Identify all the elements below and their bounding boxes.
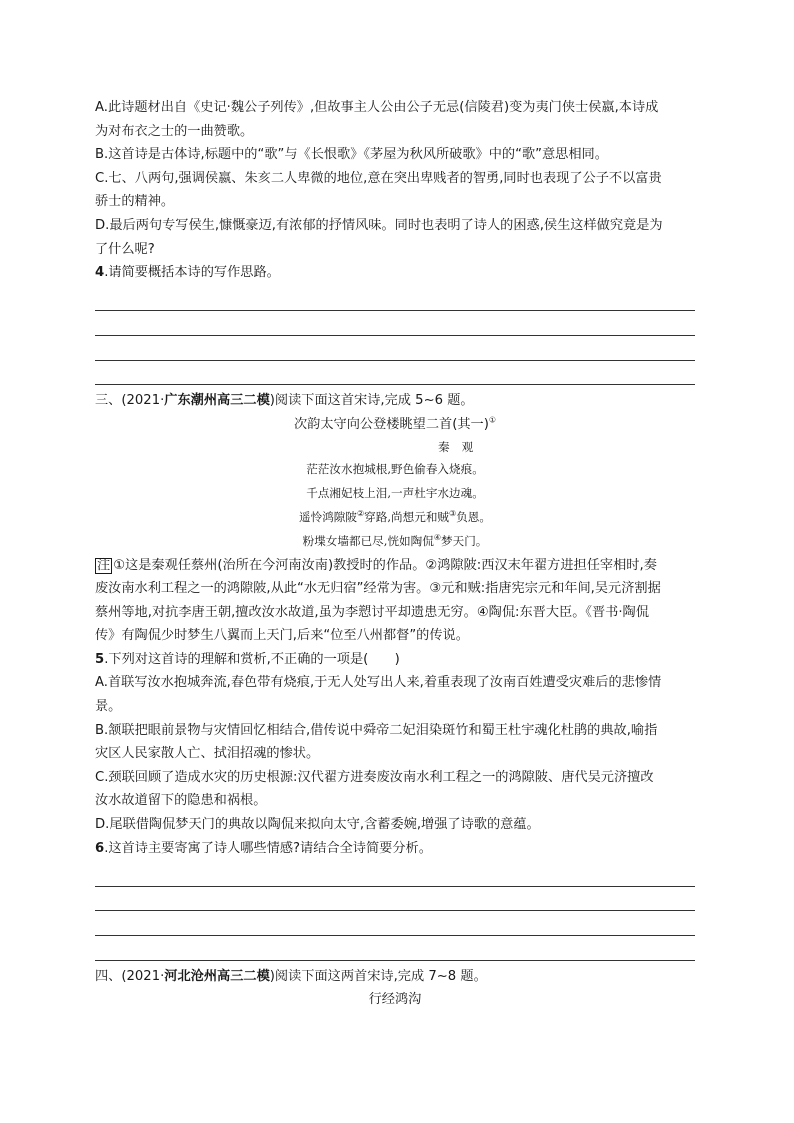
poem-notes	[95, 554, 695, 648]
q5-options	[95, 671, 695, 836]
poem-title-footnote: ①	[488, 415, 497, 425]
section-3-source: 广东潮州高三二模	[164, 393, 270, 409]
q3-option-a-line1: A.此诗题材出自《史记·魏公子列传》,但故事主人公由公子无忌(信陵君)变为夷门侠士侯嬴,本诗成	[95, 100, 659, 115]
question-6-number: 6	[95, 840, 105, 856]
q5-option-c-line2: 汝水故道留下的隐患和祸根。	[95, 793, 267, 809]
note-label: 注	[97, 557, 111, 573]
note-line-2: 废汝南水利工程之一的鸿隙陂,从此“水无归宿”经常为害。③元和贼:指唐宪宗元和年间,吴元济割据	[95, 581, 661, 597]
answer-line[interactable]	[95, 887, 695, 912]
q5-option-c-line1: C.颈联回顾了造成水灾的历史根源:汉代翟方进奏废汝南水利工程之一的鸿隙陂、唐代吴元济擅改	[95, 769, 654, 785]
q5-option-b-line1: B.颔联把眼前景物与灾情回忆相结合,借传说中舜帝二妃泪染斑竹和蜀王杜宇魂化杜鹃的典故,喻指	[95, 722, 658, 738]
question-4-text: .请简要概括本诗的写作思路。	[104, 265, 280, 281]
poem-title-text: 次韵太守向公登楼眺望二首(其一)	[293, 416, 489, 432]
note-line-4: 传》有陶侃少时梦生八翼而上天门,后来“位至八州都督”的传说。	[95, 628, 469, 644]
poem-line-1: 茫茫汝水抱城根,野色偷春入烧痕。	[306, 462, 484, 477]
q3-option-d-line2: 了什么呢?	[95, 241, 155, 257]
section-4-poem-title: 行经鸿沟	[368, 992, 422, 1008]
poem-line-4-part1: 粉堞女墙都已尽,恍如陶侃	[302, 533, 434, 548]
poem-line-4-part2: 梦天门。	[441, 533, 488, 548]
section-4-source: 河北沧州高三二模	[164, 968, 270, 984]
q3-option-c-line1: C.七、八两句,强调侯嬴、朱亥二人卑微的地位,意在突出卑贱者的智勇,同时也表现了公子不以富贵	[95, 170, 662, 186]
answer-line[interactable]	[95, 862, 695, 887]
note-line-1	[95, 554, 695, 578]
poem-line-2: 千点湘妃枝上泪,一声杜宇水边魂。	[306, 486, 484, 501]
question-4-number: 4	[95, 265, 105, 281]
answer-line[interactable]	[95, 287, 695, 312]
q3-option-c-line2: 骄士的精神。	[95, 194, 175, 210]
poem-title	[95, 413, 695, 437]
question-4	[95, 261, 695, 285]
q3-options	[95, 96, 695, 261]
note-line-3: 蔡州等地,对抗李唐王朝,擅改汝水故道,虽为李愬讨平却遗患无穷。④陶侃:东晋大臣。《晋书·陶侃	[95, 604, 649, 620]
poem-line-3	[95, 506, 695, 530]
question-6-text: .这首诗主要寄寓了诗人哪些情感?请结合全诗简要分析。	[104, 840, 432, 856]
poem-line-4	[95, 530, 695, 554]
footnote-3-marker: ③	[449, 509, 457, 519]
answer-line[interactable]	[95, 311, 695, 336]
question-6	[95, 837, 695, 861]
poem-author: 秦观	[438, 440, 486, 455]
section-4-title-prefix: 四、(2021·	[95, 968, 165, 984]
answer-area-q6[interactable]	[95, 862, 695, 960]
question-5-number: 5	[95, 651, 105, 667]
answer-line[interactable]	[95, 361, 695, 386]
q5-option-b-line2: 灾区人民家散人亡、拭泪招魂的惨状。	[95, 746, 320, 762]
answer-line[interactable]	[95, 911, 695, 936]
section-3-title-prefix: 三、(2021·	[95, 393, 165, 409]
q3-option-a-line2: 为对布衣之士的一曲赞歌。	[95, 123, 254, 139]
poem-body	[95, 458, 695, 553]
footnote-4-marker: ④	[433, 532, 441, 542]
q3-option-b: B.这首诗是古体诗,标题中的“歌”与《长恨歌》《茅屋为秋风所破歌》中的“歌”意思相同。	[95, 147, 608, 163]
footnote-2-marker: ②	[357, 509, 365, 519]
answer-area-q4[interactable]	[95, 287, 695, 385]
page-content	[95, 96, 695, 1012]
question-5	[95, 648, 695, 672]
q3-option-d-line1: D.最后两句专写侯生,慷慨豪迈,有浓郁的抒情风味。同时也表明了诗人的困惑,侯生这样做究竟是为	[95, 217, 663, 233]
section-3-title	[95, 389, 695, 413]
poem-line-3-part1: 遥怜鸿隙陂	[299, 509, 357, 524]
note-text-1: ①这是秦观任蔡州(治所在今河南汝南)教授时的作品。②鸿隙陂:西汉末年翟方进担任宰相时,奏	[113, 557, 657, 573]
poem-line-3-part2: 穿路,尚想元和贼	[364, 509, 450, 524]
section-4-title	[95, 965, 695, 989]
answer-line[interactable]	[95, 936, 695, 961]
question-5-text: .下列对这首诗的理解和赏析,不正确的一项是( )	[104, 651, 400, 667]
section-4-title-suffix: )阅读下面这两首宋诗,完成 7~8 题。	[269, 968, 487, 984]
section-3-title-suffix: )阅读下面这首宋诗,完成 5~6 题。	[269, 393, 474, 409]
poem-line-3-part3: 负恩。	[456, 509, 491, 524]
q5-option-a-line1: A.首联写汝水抱城奔流,春色带有烧痕,于无人处写出人来,着重表现了汝南百姓遭受灾难后的悲惨情	[95, 675, 662, 691]
q5-option-d: D.尾联借陶侃梦天门的典故以陶侃来拟向太守,含蓄委婉,增强了诗歌的意蕴。	[95, 817, 540, 833]
q5-option-a-line2: 景。	[95, 699, 122, 715]
answer-line[interactable]	[95, 336, 695, 361]
